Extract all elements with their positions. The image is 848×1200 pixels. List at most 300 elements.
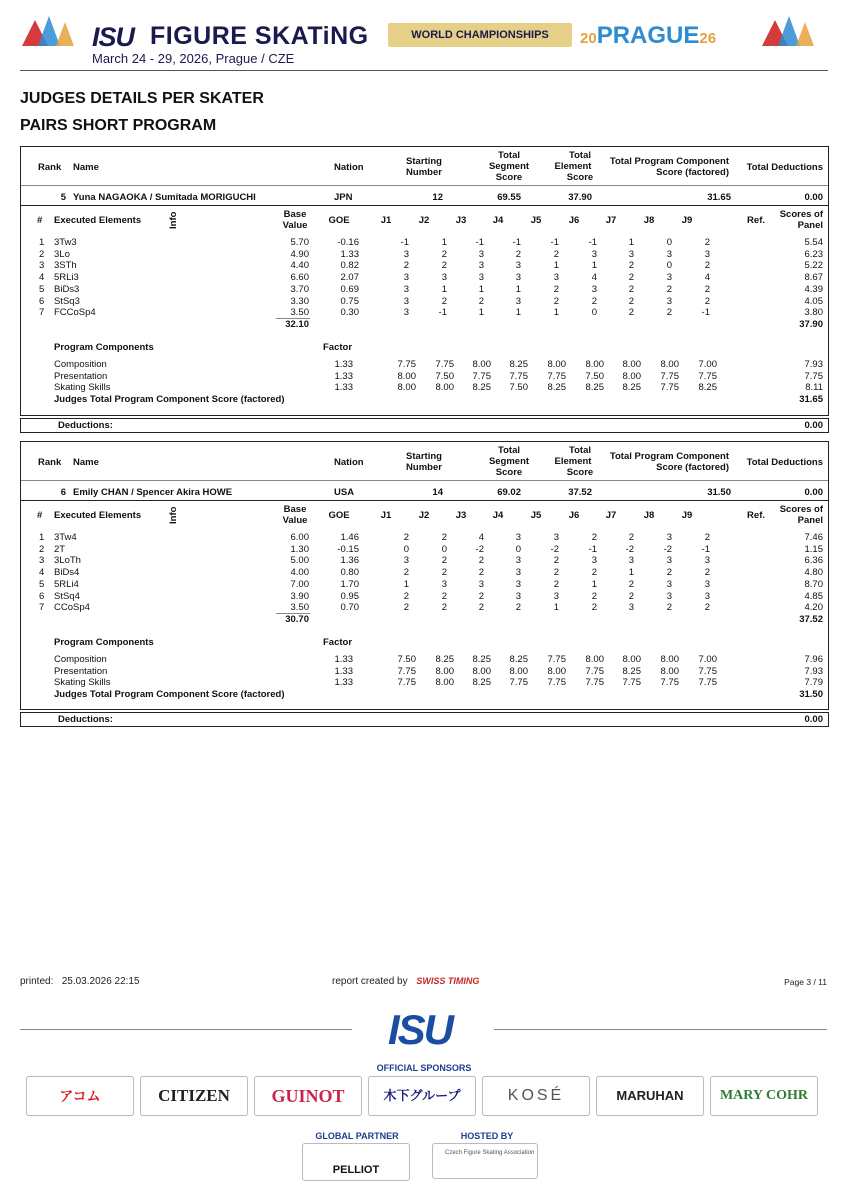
element-number: 1: [39, 237, 45, 248]
element-panel-score: 4.05: [804, 295, 823, 307]
element-judge-score-j8: 2: [666, 602, 672, 614]
component-panel-score: 7.93: [804, 358, 823, 370]
element-judge-score-j1: 2: [403, 590, 409, 602]
judges-total-label: Judges Total Program Component Score (factored): [54, 394, 285, 405]
tes-header-3: Score: [566, 467, 594, 478]
element-judge-score-j2: 3: [441, 578, 447, 590]
element-judge-score-j8: 3: [666, 590, 672, 602]
element-panel-score: 8.70: [804, 578, 823, 590]
element-judge-score-j9: 3: [704, 590, 710, 602]
total-deductions: 0.00: [804, 192, 823, 203]
element-judge-score-j9: 2: [704, 283, 710, 295]
element-judge-score-j1: 0: [403, 543, 409, 555]
element-judge-score-j1: 3: [403, 555, 409, 567]
judge-header-5: J5: [530, 510, 542, 521]
element-base-value: 4.00: [290, 567, 309, 579]
element-judge-score-j6: 3: [591, 555, 597, 567]
element-judge-score-j9: 2: [704, 237, 710, 248]
component-judge-score-j6: 7.75: [585, 677, 604, 689]
element-number: 5: [39, 578, 45, 590]
nation-value: JPN: [334, 192, 353, 203]
element-judge-score-j9: -1: [701, 543, 710, 555]
element-judge-score-j4: 3: [515, 272, 521, 284]
element-goe: 0.75: [340, 295, 359, 307]
judge-header-2: J2: [418, 510, 430, 521]
element-panel-score: 8.67: [804, 272, 823, 284]
element-code: StSq3: [54, 295, 80, 307]
component-name: Composition: [54, 358, 107, 370]
goe-header: GOE: [328, 215, 350, 226]
component-name: Presentation: [54, 665, 108, 677]
component-factor: 1.33: [334, 665, 353, 677]
component-judge-score-j9: 8.25: [698, 382, 717, 394]
summary-divider: [21, 205, 828, 206]
ref-header: Ref.: [747, 510, 765, 521]
element-judge-score-j6: -1: [588, 237, 597, 248]
component-judge-score-j4: 8.00: [509, 665, 528, 677]
element-judge-score-j8: 3: [666, 555, 672, 567]
component-judge-score-j5: 7.75: [547, 677, 566, 689]
component-judge-score-j7: 7.75: [622, 677, 641, 689]
component-judge-score-j4: 8.25: [509, 358, 528, 370]
component-judge-score-j5: 7.75: [547, 653, 566, 665]
rank-value: 5: [60, 192, 66, 203]
executed-elements-header: Executed Elements: [54, 215, 142, 226]
judge-header-7: J7: [605, 215, 617, 226]
element-judge-score-j5: 3: [553, 272, 559, 284]
element-judge-score-j5: 1: [553, 307, 559, 319]
deductions-header: Total Deductions: [746, 162, 823, 173]
element-goe: 0.69: [340, 283, 359, 295]
hosted-by-label: HOSTED BY: [460, 1131, 514, 1141]
report-label: report created by: [332, 976, 408, 987]
element-base-value: 4.90: [290, 248, 309, 260]
component-judge-score-j8: 8.00: [660, 358, 679, 370]
component-judge-score-j4: 7.50: [509, 382, 528, 394]
sponsor-acom: アコム: [26, 1076, 134, 1116]
component-panel-score: 7.93: [804, 665, 823, 677]
tss-header-2: Segment: [488, 456, 530, 467]
header-title: FIGURE SKATiNG: [150, 22, 369, 50]
deductions-label: Deductions:: [58, 420, 113, 431]
starting-number: 14: [432, 487, 443, 498]
element-judge-score-j7: 3: [628, 555, 634, 567]
component-judge-score-j2: 8.25: [435, 653, 454, 665]
component-panel-score: 7.96: [804, 653, 823, 665]
element-judge-score-j3: -2: [475, 543, 484, 555]
name-header: Name: [73, 162, 99, 173]
element-judge-score-j3: -1: [475, 237, 484, 248]
judge-header-7: J7: [605, 510, 617, 521]
judge-header-9: J9: [681, 510, 693, 521]
element-judge-score-j2: 0: [441, 543, 447, 555]
global-partner-label: GLOBAL PARTNER: [315, 1131, 399, 1141]
program-components-header: Program Components: [54, 341, 154, 353]
judge-header-1: J1: [380, 510, 392, 521]
element-judge-score-j3: 2: [478, 567, 484, 579]
component-judge-score-j1: 7.75: [397, 358, 416, 370]
component-judge-score-j2: 8.00: [435, 677, 454, 689]
tes-header: Total: [569, 445, 591, 456]
component-factor: 1.33: [334, 382, 353, 394]
championship-badge: WORLD CHAMPIONSHIPS: [388, 23, 572, 47]
element-judge-score-j6: 2: [591, 532, 597, 543]
base-value-total: 30.70: [285, 613, 309, 625]
component-judge-score-j3: 8.25: [472, 382, 491, 394]
element-judge-score-j9: 3: [704, 248, 710, 260]
component-name: Composition: [54, 653, 107, 665]
element-judge-score-j4: 3: [515, 555, 521, 567]
element-judge-score-j7: 2: [628, 283, 634, 295]
tes-header-2: Element: [554, 161, 592, 172]
element-panel-score: 1.15: [804, 543, 823, 555]
sponsor-citizen: CITIZEN: [140, 1076, 248, 1116]
element-judge-score-j9: 3: [704, 555, 710, 567]
header-divider: [21, 185, 828, 186]
isu-logo: ISU: [92, 22, 135, 52]
element-judge-score-j4: -1: [512, 237, 521, 248]
tes-header: Total: [569, 150, 591, 161]
judge-header-2: J2: [418, 215, 430, 226]
element-judge-score-j5: 2: [553, 248, 559, 260]
page-number: Page 3 / 11: [784, 977, 827, 987]
element-judge-score-j1: 3: [403, 307, 409, 319]
printed-info: [20, 976, 140, 987]
element-goe: 1.70: [340, 578, 359, 590]
element-judge-score-j8: 0: [666, 260, 672, 272]
judge-header-9: J9: [681, 215, 693, 226]
element-code: CCoSp4: [54, 602, 90, 614]
sponsor-guinot: GUINOT: [254, 1076, 362, 1116]
element-judge-score-j7: 1: [628, 237, 634, 248]
judges-total-label: Judges Total Program Component Score (factored): [54, 689, 285, 700]
host-federation: Czech Figure Skating Association: [432, 1143, 538, 1179]
deductions-label: Deductions:: [58, 714, 113, 725]
element-judge-score-j3: 1: [478, 283, 484, 295]
component-panel-score: 7.79: [804, 677, 823, 689]
element-base-value: 6.60: [290, 272, 309, 284]
info-header: Info: [168, 211, 179, 229]
element-judge-score-j4: 3: [515, 532, 521, 543]
element-code: BiDs4: [54, 567, 80, 579]
sponsor-maruhan: MARUHAN: [596, 1076, 704, 1116]
tss-header: Total: [498, 445, 520, 456]
element-number: 2: [39, 543, 45, 555]
tss-header-2: Segment: [488, 161, 530, 172]
element-judge-score-j8: 3: [666, 272, 672, 284]
element-code: 3LoTh: [54, 555, 81, 567]
starting-header-2: Number: [406, 462, 442, 473]
element-judge-score-j8: 2: [666, 283, 672, 295]
total-pcs-score: 31.65: [707, 192, 731, 203]
printed-date: 25.03.2026 22:15: [61, 976, 140, 987]
component-judge-score-j6: 8.00: [585, 358, 604, 370]
element-panel-score: 4.39: [804, 283, 823, 295]
judge-header-6: J6: [568, 510, 580, 521]
judge-header-8: J8: [643, 215, 655, 226]
element-judge-score-j6: 1: [591, 260, 597, 272]
element-panel-score: 6.36: [804, 555, 823, 567]
element-number-header: #: [37, 215, 43, 226]
element-judge-score-j9: 2: [704, 260, 710, 272]
component-judge-score-j4: 7.75: [509, 370, 528, 382]
element-number-header: #: [37, 510, 43, 521]
component-judge-score-j4: 8.25: [509, 653, 528, 665]
component-name: Skating Skills: [54, 677, 111, 689]
component-judge-score-j1: 7.75: [397, 677, 416, 689]
judge-header-5: J5: [530, 215, 542, 226]
component-judge-score-j9: 7.00: [698, 358, 717, 370]
rank-header: Rank: [38, 457, 62, 468]
element-judge-score-j3: 2: [478, 602, 484, 614]
partner-pelliot: PELLIOT: [302, 1143, 410, 1181]
element-judge-score-j6: 3: [591, 248, 597, 260]
element-judge-score-j1: 3: [403, 272, 409, 284]
skater-name: Emily CHAN / Spencer Akira HOWE: [73, 487, 233, 498]
element-judge-score-j1: 2: [403, 602, 409, 614]
element-number: 3: [39, 260, 45, 272]
element-base-value: 3.70: [290, 283, 309, 295]
element-judge-score-j6: 3: [591, 283, 597, 295]
element-judge-score-j1: 3: [403, 283, 409, 295]
element-judge-score-j3: 4: [478, 532, 484, 543]
element-judge-score-j2: -1: [438, 307, 447, 319]
deductions-row: [20, 712, 829, 727]
component-judge-score-j8: 8.00: [660, 665, 679, 677]
element-judge-score-j4: 3: [515, 295, 521, 307]
element-judge-score-j2: 2: [441, 567, 447, 579]
element-panel-score: 4.85: [804, 590, 823, 602]
element-judge-score-j1: 3: [403, 248, 409, 260]
element-judge-score-j2: 2: [441, 555, 447, 567]
component-name: Presentation: [54, 370, 108, 382]
total-segment-score: 69.55: [497, 192, 521, 203]
pcs-header: Total Program Component: [609, 451, 729, 462]
element-judge-score-j2: 2: [441, 260, 447, 272]
element-judge-score-j4: 0: [515, 543, 521, 555]
element-judge-score-j8: 3: [666, 578, 672, 590]
element-judge-score-j3: 3: [478, 248, 484, 260]
component-factor: 1.33: [334, 653, 353, 665]
element-judge-score-j9: 2: [704, 602, 710, 614]
tes-header-2: Element: [554, 456, 592, 467]
element-judge-score-j5: 2: [553, 283, 559, 295]
element-judge-score-j4: 1: [515, 283, 521, 295]
element-code: 3Tw4: [54, 532, 77, 543]
component-judge-score-j5: 8.00: [547, 665, 566, 677]
element-judge-score-j4: 1: [515, 307, 521, 319]
element-judge-score-j3: 3: [478, 578, 484, 590]
component-judge-score-j1: 8.00: [397, 382, 416, 394]
header-divider: [20, 70, 828, 71]
element-judge-score-j7: 2: [628, 260, 634, 272]
element-judge-score-j2: 2: [441, 532, 447, 543]
element-base-value: 5.00: [290, 555, 309, 567]
element-judge-score-j7: -2: [625, 543, 634, 555]
element-judge-score-j5: 2: [553, 555, 559, 567]
element-goe: 2.07: [340, 272, 359, 284]
triangle-logo-left-gold-icon: [56, 22, 74, 46]
element-judge-score-j9: 2: [704, 567, 710, 579]
component-judge-score-j1: 7.50: [397, 653, 416, 665]
total-pcs-score: 31.50: [707, 487, 731, 498]
element-judge-score-j8: 3: [666, 532, 672, 543]
element-goe: 1.36: [340, 555, 359, 567]
component-judge-score-j4: 7.75: [509, 677, 528, 689]
starting-header: Starting: [406, 451, 442, 462]
element-judge-score-j8: 3: [666, 248, 672, 260]
element-judge-score-j3: 3: [478, 260, 484, 272]
element-judge-score-j3: 3: [478, 272, 484, 284]
rank-value: 6: [60, 487, 66, 498]
page-title: JUDGES DETAILS PER SKATER: [20, 90, 264, 107]
element-judge-score-j3: 2: [478, 555, 484, 567]
element-panel-score: 5.22: [804, 260, 823, 272]
element-judge-score-j5: 2: [553, 567, 559, 579]
base-value-header-2: Value: [282, 515, 308, 526]
isu-footer-logo: ISU: [387, 1006, 452, 1053]
deductions-header: Total Deductions: [746, 457, 823, 468]
element-number: 6: [39, 590, 45, 602]
city-name: PRAGUE: [596, 22, 700, 49]
element-judge-score-j8: 2: [666, 307, 672, 319]
element-number: 4: [39, 567, 45, 579]
element-code: 2T: [54, 543, 66, 555]
printed-label: printed:: [20, 976, 54, 987]
judges-total-value: 31.65: [799, 394, 823, 405]
base-value-header: Base: [283, 209, 307, 220]
component-judge-score-j2: 8.00: [435, 382, 454, 394]
component-judge-score-j6: 7.75: [585, 665, 604, 677]
element-judge-score-j7: 2: [628, 307, 634, 319]
year-suffix: 26: [699, 30, 717, 47]
element-number: 7: [39, 307, 45, 319]
element-goe: 0.70: [340, 602, 359, 614]
component-judge-score-j2: 8.00: [435, 665, 454, 677]
element-judge-score-j1: 2: [403, 532, 409, 543]
component-judge-score-j3: 8.25: [472, 653, 491, 665]
element-judge-score-j4: 2: [515, 602, 521, 614]
element-judge-score-j9: -1: [701, 307, 710, 319]
element-judge-score-j9: 4: [704, 272, 710, 284]
component-judge-score-j8: 7.75: [660, 382, 679, 394]
deductions-value: 0.00: [804, 714, 823, 725]
scores-of-panel-header: Scores of: [779, 504, 823, 515]
event-header: [0, 0, 848, 72]
component-name: Skating Skills: [54, 382, 111, 394]
element-judge-score-j4: 2: [515, 248, 521, 260]
element-judge-score-j1: 2: [403, 567, 409, 579]
header-divider: [21, 480, 828, 481]
element-judge-score-j4: 3: [515, 590, 521, 602]
official-sponsors-label: OFFICIAL SPONSORS: [376, 1063, 472, 1073]
program-components-header: Program Components: [54, 636, 154, 648]
element-goe: 0.82: [340, 260, 359, 272]
element-code: 3Tw3: [54, 237, 77, 248]
judge-header-4: J4: [492, 510, 504, 521]
starting-header-2: Number: [406, 167, 442, 178]
element-judge-score-j8: 0: [666, 237, 672, 248]
base-value-total: 32.10: [285, 318, 309, 330]
component-factor: 1.33: [334, 677, 353, 689]
element-judge-score-j7: 3: [628, 602, 634, 614]
factor-header: Factor: [323, 636, 353, 648]
triangle-logo-right-gold-icon: [796, 22, 814, 46]
component-judge-score-j3: 7.75: [472, 370, 491, 382]
element-base-value: 5.70: [290, 237, 309, 248]
judge-header-8: J8: [643, 510, 655, 521]
element-base-value: 6.00: [290, 532, 309, 543]
element-number: 1: [39, 532, 45, 543]
element-panel-score: 4.20: [804, 602, 823, 614]
element-code: 5RLi3: [54, 272, 79, 284]
total-deductions: 0.00: [804, 487, 823, 498]
element-judge-score-j6: 0: [591, 307, 597, 319]
element-judge-score-j6: 4: [591, 272, 597, 284]
element-judge-score-j6: 2: [591, 590, 597, 602]
panel-score-total: 37.52: [799, 613, 823, 625]
element-base-value: 7.00: [290, 578, 309, 590]
element-base-value: 3.30: [290, 295, 309, 307]
component-judge-score-j8: 7.75: [660, 370, 679, 382]
element-judge-score-j2: 2: [441, 602, 447, 614]
element-judge-score-j4: 3: [515, 260, 521, 272]
component-judge-score-j7: 8.25: [622, 665, 641, 677]
element-judge-score-j5: -2: [550, 543, 559, 555]
element-judge-score-j3: 2: [478, 295, 484, 307]
element-judge-score-j5: 2: [553, 295, 559, 307]
component-judge-score-j9: 7.75: [698, 677, 717, 689]
name-header: Name: [73, 457, 99, 468]
scores-of-panel-header: Scores of: [779, 209, 823, 220]
rank-header: Rank: [38, 162, 62, 173]
element-judge-score-j2: 2: [441, 295, 447, 307]
element-judge-score-j6: -1: [588, 543, 597, 555]
sponsor-divider-left: [20, 1029, 352, 1030]
element-base-value: 1.30: [290, 543, 309, 555]
component-judge-score-j6: 8.25: [585, 382, 604, 394]
element-number: 7: [39, 602, 45, 614]
tss-header-3: Score: [495, 172, 523, 183]
element-judge-score-j5: 1: [553, 602, 559, 614]
element-judge-score-j5: 1: [553, 260, 559, 272]
judge-header-3: J3: [455, 215, 467, 226]
element-code: 3STh: [54, 260, 77, 272]
component-judge-score-j2: 7.50: [435, 370, 454, 382]
sponsor-divider-right: [494, 1029, 827, 1030]
tes-header-3: Score: [566, 172, 594, 183]
scores-of-panel-header-2: Panel: [797, 220, 823, 231]
element-goe: 0.30: [340, 307, 359, 319]
element-judge-score-j1: 2: [403, 260, 409, 272]
element-judge-score-j1: 3: [403, 295, 409, 307]
element-code: FCCoSp4: [54, 307, 96, 319]
element-judge-score-j6: 2: [591, 567, 597, 579]
total-element-score: 37.90: [568, 192, 592, 203]
sponsor-kinoshita: 木下グループ: [368, 1076, 476, 1116]
report-credit: [332, 976, 479, 987]
component-judge-score-j9: 7.75: [698, 665, 717, 677]
element-judge-score-j7: 3: [628, 248, 634, 260]
element-judge-score-j1: -1: [400, 237, 409, 248]
element-judge-score-j7: 2: [628, 578, 634, 590]
element-goe: 1.33: [340, 248, 359, 260]
nation-value: USA: [334, 487, 355, 498]
element-goe: -0.15: [337, 543, 359, 555]
element-judge-score-j3: 1: [478, 307, 484, 319]
component-judge-score-j5: 7.75: [547, 370, 566, 382]
element-judge-score-j4: 3: [515, 578, 521, 590]
